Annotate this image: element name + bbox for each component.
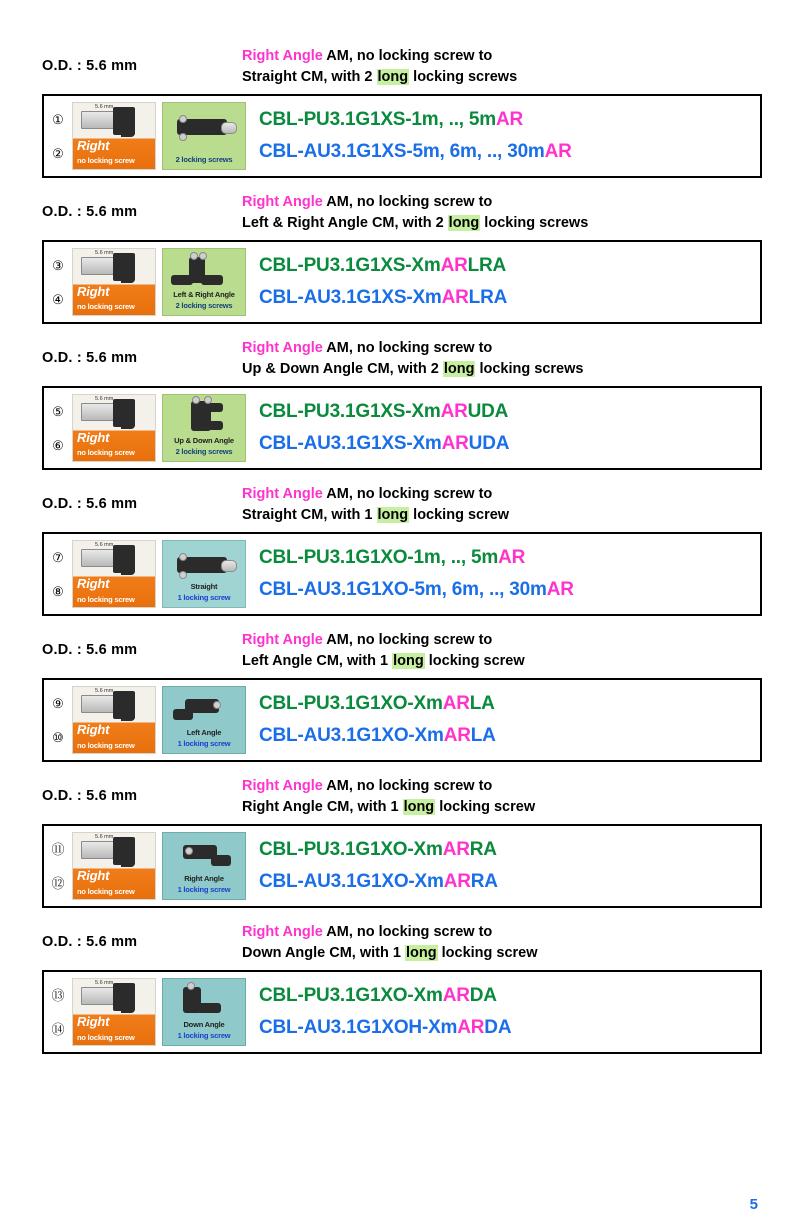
block-description <box>242 46 762 88</box>
right-angle-arm-icon <box>211 855 231 866</box>
dimension-text: 5.6 mm <box>95 250 114 257</box>
dimension-text: 5.6 mm <box>95 980 114 987</box>
description-line-1: Right Angle AM, no locking screw to <box>242 48 493 64</box>
long-highlight: long <box>443 361 475 378</box>
product-row-box <box>42 240 762 324</box>
block-header <box>42 192 762 234</box>
connector-image-am <box>72 248 156 316</box>
description-line-1: Right Angle AM, no locking screw to <box>242 194 493 211</box>
down-angle-arm-icon <box>197 1003 221 1013</box>
locking-screw-icon <box>199 252 207 260</box>
image-caption-secondary: no locking screw <box>77 740 135 750</box>
connector-image-am <box>72 394 156 462</box>
usb-a-plug-elbow-icon <box>121 983 135 1013</box>
image-caption-primary: Up & Down Angle <box>174 436 234 446</box>
connector-image-am <box>72 540 156 608</box>
od-label: O.D. : 5.6 mm <box>42 350 138 367</box>
connector-image-am <box>72 978 156 1046</box>
part-number-segment: CBL-PU3.1G1XS-1m, .., 5m <box>259 109 496 131</box>
description-line-2: Down Angle CM, with 1 long locking screw <box>242 945 538 962</box>
image-caption-primary: Right <box>77 722 110 738</box>
connector-image-column <box>72 242 251 322</box>
usb-a-metal-shell-icon <box>81 257 117 275</box>
part-number-segment: CBL-PU3.1G1XS-Xm <box>259 255 441 277</box>
part-number-segment: UDA <box>468 433 510 455</box>
connector-image-column <box>72 96 251 176</box>
usb-a-metal-shell-icon <box>81 549 117 567</box>
usb-a-plug-elbow-icon <box>121 691 135 721</box>
left-angle-arm-icon <box>173 709 193 720</box>
part-number-segment: CBL-PU3.1G1XO-Xm <box>259 693 443 715</box>
item-number-column <box>44 972 72 1052</box>
part-number <box>259 398 756 426</box>
part-number-segment: AR <box>498 547 526 569</box>
part-number-segment: CBL-PU3.1G1XO-1m, .., 5m <box>259 547 499 569</box>
description-line-1: Right Angle AM, no locking screw to <box>242 340 493 357</box>
item-number-column <box>44 534 72 614</box>
item-number: ① <box>52 111 64 127</box>
usb-a-metal-shell-icon <box>81 695 117 713</box>
description-line-2: Left Angle CM, with 1 long locking screw <box>242 653 525 670</box>
product-row-box <box>42 970 762 1054</box>
part-number-column <box>251 534 760 614</box>
usb-a-plug-elbow-icon <box>121 399 135 429</box>
part-number-column <box>251 96 760 176</box>
long-highlight: long <box>403 799 435 816</box>
image-caption-secondary: no locking screw <box>77 1032 135 1042</box>
connector-image-cm <box>162 686 246 754</box>
part-number-segment: CBL-PU3.1G1XS-Xm <box>259 401 441 423</box>
part-number-column <box>251 242 760 322</box>
product-block <box>42 484 762 616</box>
product-row-box <box>42 678 762 762</box>
part-number-segment: LRA <box>468 287 508 309</box>
item-number: ⑧ <box>52 583 64 599</box>
item-number: ② <box>52 145 64 161</box>
product-block <box>42 630 762 762</box>
right-angle-emphasis: Right Angle <box>242 340 323 357</box>
block-description <box>242 192 762 234</box>
od-label: O.D. : 5.6 mm <box>42 642 138 659</box>
connector-image-cm <box>162 832 246 900</box>
block-description <box>242 630 762 672</box>
part-number-segment: AR <box>546 579 574 601</box>
description-line-2: Straight CM, with 1 long locking screw <box>242 507 510 524</box>
image-caption-secondary: 2 locking screws <box>175 447 233 457</box>
image-caption-primary: Straight <box>190 582 218 592</box>
image-caption-secondary: 1 locking screw <box>177 593 231 603</box>
item-number-column <box>44 242 72 322</box>
usb-a-plug-elbow-icon <box>121 253 135 283</box>
part-number-segment: AR <box>442 693 470 715</box>
part-number-segment: AR <box>440 255 468 277</box>
part-number-segment: AR <box>496 109 524 131</box>
image-caption-primary: Right <box>77 284 110 300</box>
product-row-box <box>42 386 762 470</box>
part-number <box>259 252 756 280</box>
part-number-segment: CBL-AU3.1G1XS-5m, 6m, .., 30m <box>259 141 545 163</box>
part-number <box>259 868 756 896</box>
connector-image-am <box>72 686 156 754</box>
part-number-segment: AR <box>440 401 468 423</box>
product-row-box <box>42 824 762 908</box>
item-number: ⑤ <box>52 403 64 419</box>
left-angle-arm-icon <box>171 275 193 285</box>
usb-a-metal-shell-icon <box>81 403 117 421</box>
part-number <box>259 836 756 864</box>
product-block <box>42 46 762 178</box>
connector-image-cm <box>162 102 246 170</box>
part-number <box>259 576 756 604</box>
product-block <box>42 338 762 470</box>
connector-image-cm <box>162 978 246 1046</box>
connector-image-cm <box>162 394 246 462</box>
item-number: ⑥ <box>52 437 64 453</box>
part-number-segment: AR <box>544 141 572 163</box>
image-caption-primary: Right <box>77 1014 110 1030</box>
od-label: O.D. : 5.6 mm <box>42 788 138 805</box>
block-header <box>42 46 762 88</box>
item-number: ⑭ <box>51 1021 65 1037</box>
part-number-segment: AR <box>457 1017 485 1039</box>
product-block <box>42 192 762 324</box>
item-number: ⑫ <box>51 875 65 891</box>
usb-a-plug-elbow-icon <box>121 107 135 137</box>
part-number <box>259 1014 756 1042</box>
locking-screw-icon <box>190 252 198 260</box>
image-caption-primary: Down Angle <box>183 1020 225 1030</box>
long-highlight: long <box>448 215 480 232</box>
right-angle-emphasis: Right Angle <box>242 632 323 649</box>
description-line-2: Left & Right Angle CM, with 2 long locking screws <box>242 215 589 232</box>
part-number-segment: LRA <box>467 255 507 277</box>
description-line-1: Right Angle AM, no locking screw to <box>242 632 493 649</box>
locking-screw-icon <box>179 115 187 123</box>
item-number-column <box>44 388 72 468</box>
block-header <box>42 630 762 672</box>
od-label: O.D. : 5.6 mm <box>42 58 138 74</box>
usb-a-plug-elbow-icon <box>121 837 135 867</box>
dimension-text: 5.6 mm <box>95 396 114 403</box>
description-line-1: Right Angle AM, no locking screw to <box>242 778 493 795</box>
part-number-segment: DA <box>484 1017 512 1039</box>
part-number <box>259 430 756 458</box>
up-angle-arm-icon <box>207 403 223 412</box>
part-number-segment: DA <box>469 985 497 1007</box>
item-number: ③ <box>52 257 64 273</box>
part-number-segment: AR <box>443 725 471 747</box>
page-number: 5 <box>749 1196 758 1213</box>
image-caption-primary: Left Angle <box>186 728 222 738</box>
part-number-segment: CBL-AU3.1G1XS-Xm <box>259 433 442 455</box>
description-line-2: Right Angle CM, with 1 long locking screw <box>242 799 536 816</box>
block-description <box>242 484 762 526</box>
part-number-segment: AR <box>441 287 469 309</box>
usb-c-metal-tip-icon <box>221 560 237 572</box>
product-block <box>42 776 762 908</box>
image-caption-secondary: no locking screw <box>77 886 135 896</box>
part-number-segment: RA <box>470 871 498 893</box>
od-label: O.D. : 5.6 mm <box>42 496 138 513</box>
usb-a-metal-shell-icon <box>81 111 117 129</box>
connector-image-cm <box>162 540 246 608</box>
item-number-column <box>44 826 72 906</box>
locking-screw-icon <box>179 133 187 141</box>
part-number-segment: CBL-AU3.1G1XOH-Xm <box>259 1017 458 1039</box>
block-header <box>42 776 762 818</box>
long-highlight: long <box>377 507 409 524</box>
item-number: ④ <box>52 291 64 307</box>
connector-image-am <box>72 102 156 170</box>
right-angle-arm-icon <box>201 275 223 285</box>
part-number-segment: RA <box>469 839 497 861</box>
part-number <box>259 284 756 312</box>
block-header <box>42 922 762 964</box>
item-number: ⑦ <box>52 549 64 565</box>
connector-image-column <box>72 388 251 468</box>
part-number-segment: CBL-AU3.1G1XO-Xm <box>259 871 444 893</box>
description-line-1: Right Angle AM, no locking screw to <box>242 486 493 503</box>
part-number-segment: AR <box>441 433 469 455</box>
block-header <box>42 484 762 526</box>
connector-image-column <box>72 534 251 614</box>
long-highlight: long <box>393 653 424 670</box>
down-angle-arm-icon <box>207 421 223 430</box>
long-highlight: long <box>405 945 437 962</box>
image-caption-secondary: 2 locking screws <box>175 155 233 165</box>
right-angle-emphasis: Right Angle <box>242 194 323 211</box>
image-caption-secondary: no locking screw <box>77 302 135 312</box>
part-number <box>259 722 756 750</box>
image-caption-primary: Right <box>77 868 110 884</box>
right-angle-emphasis: Right Angle <box>242 48 323 64</box>
dimension-text: 5.6 mm <box>95 688 114 695</box>
usb-a-plug-elbow-icon <box>121 545 135 575</box>
part-number-segment: CBL-AU3.1G1XS-Xm <box>259 287 442 309</box>
locking-screw-icon <box>179 571 187 579</box>
part-number <box>259 138 756 166</box>
block-description <box>242 338 762 380</box>
block-description <box>242 922 762 964</box>
image-caption-primary: Right <box>77 138 110 154</box>
part-number <box>259 106 756 134</box>
part-number-segment: LA <box>470 725 496 747</box>
usb-c-metal-tip-icon <box>221 122 237 134</box>
image-caption-secondary: 1 locking screw <box>177 739 231 749</box>
part-number-segment: AR <box>442 839 470 861</box>
image-caption-secondary: 1 locking screw <box>177 885 231 895</box>
right-angle-emphasis: Right Angle <box>242 924 323 941</box>
part-number-segment: CBL-AU3.1G1XO-5m, 6m, .., 30m <box>259 579 547 601</box>
image-caption-primary: Right <box>77 430 110 446</box>
right-angle-emphasis: Right Angle <box>242 486 323 503</box>
image-caption-secondary: no locking screw <box>77 594 135 604</box>
item-number-column <box>44 680 72 760</box>
connector-image-am <box>72 832 156 900</box>
part-number-segment: UDA <box>467 401 509 423</box>
dimension-text: 5.6 mm <box>95 104 114 111</box>
item-number-column <box>44 96 72 176</box>
block-description <box>242 776 762 818</box>
usb-a-metal-shell-icon <box>81 841 117 859</box>
image-caption-secondary: no locking screw <box>77 448 135 458</box>
description-line-1: Right Angle AM, no locking screw to <box>242 924 493 941</box>
part-number-segment: CBL-PU3.1G1XO-Xm <box>259 839 443 861</box>
connector-image-cm <box>162 248 246 316</box>
image-caption-secondary: no locking screw <box>77 156 135 166</box>
part-number-column <box>251 388 760 468</box>
image-caption-secondary: 1 locking screw <box>177 1031 231 1041</box>
item-number: ⑨ <box>52 695 64 711</box>
connector-image-column <box>72 680 251 760</box>
long-highlight: long <box>377 69 409 86</box>
part-number-segment: AR <box>442 985 470 1007</box>
od-label: O.D. : 5.6 mm <box>42 934 138 951</box>
part-number-segment: AR <box>443 871 471 893</box>
image-caption-primary: Right <box>77 576 110 592</box>
description-line-2: Straight CM, with 2 long locking screws <box>242 69 518 86</box>
part-number <box>259 982 756 1010</box>
part-number <box>259 544 756 572</box>
item-number: ⑬ <box>51 987 65 1003</box>
product-row-box <box>42 532 762 616</box>
description-line-2: Up & Down Angle CM, with 2 long locking screws <box>242 361 584 378</box>
connector-image-column <box>72 972 251 1052</box>
dimension-text: 5.6 mm <box>95 834 114 841</box>
product-row-box <box>42 94 762 178</box>
right-angle-emphasis: Right Angle <box>242 778 323 795</box>
image-caption-primary: Left & Right Angle <box>173 290 235 300</box>
image-caption-primary: Right Angle <box>184 874 224 884</box>
usb-a-metal-shell-icon <box>81 987 117 1005</box>
part-number <box>259 690 756 718</box>
product-blocks <box>42 46 762 1054</box>
connector-image-column <box>72 826 251 906</box>
item-number: ⑪ <box>51 841 65 857</box>
part-number-segment: CBL-PU3.1G1XO-Xm <box>259 985 443 1007</box>
od-label: O.D. : 5.6 mm <box>42 204 138 221</box>
dimension-text: 5.6 mm <box>95 542 114 549</box>
product-block <box>42 922 762 1054</box>
part-number-segment: LA <box>469 693 495 715</box>
block-header <box>42 338 762 380</box>
locking-screw-icon <box>213 701 221 709</box>
part-number-segment: CBL-AU3.1G1XO-Xm <box>259 725 444 747</box>
item-number: ⑩ <box>52 729 64 745</box>
part-number-column <box>251 972 760 1052</box>
part-number-column <box>251 680 760 760</box>
image-caption-secondary: 2 locking screws <box>175 301 233 311</box>
part-number-column <box>251 826 760 906</box>
